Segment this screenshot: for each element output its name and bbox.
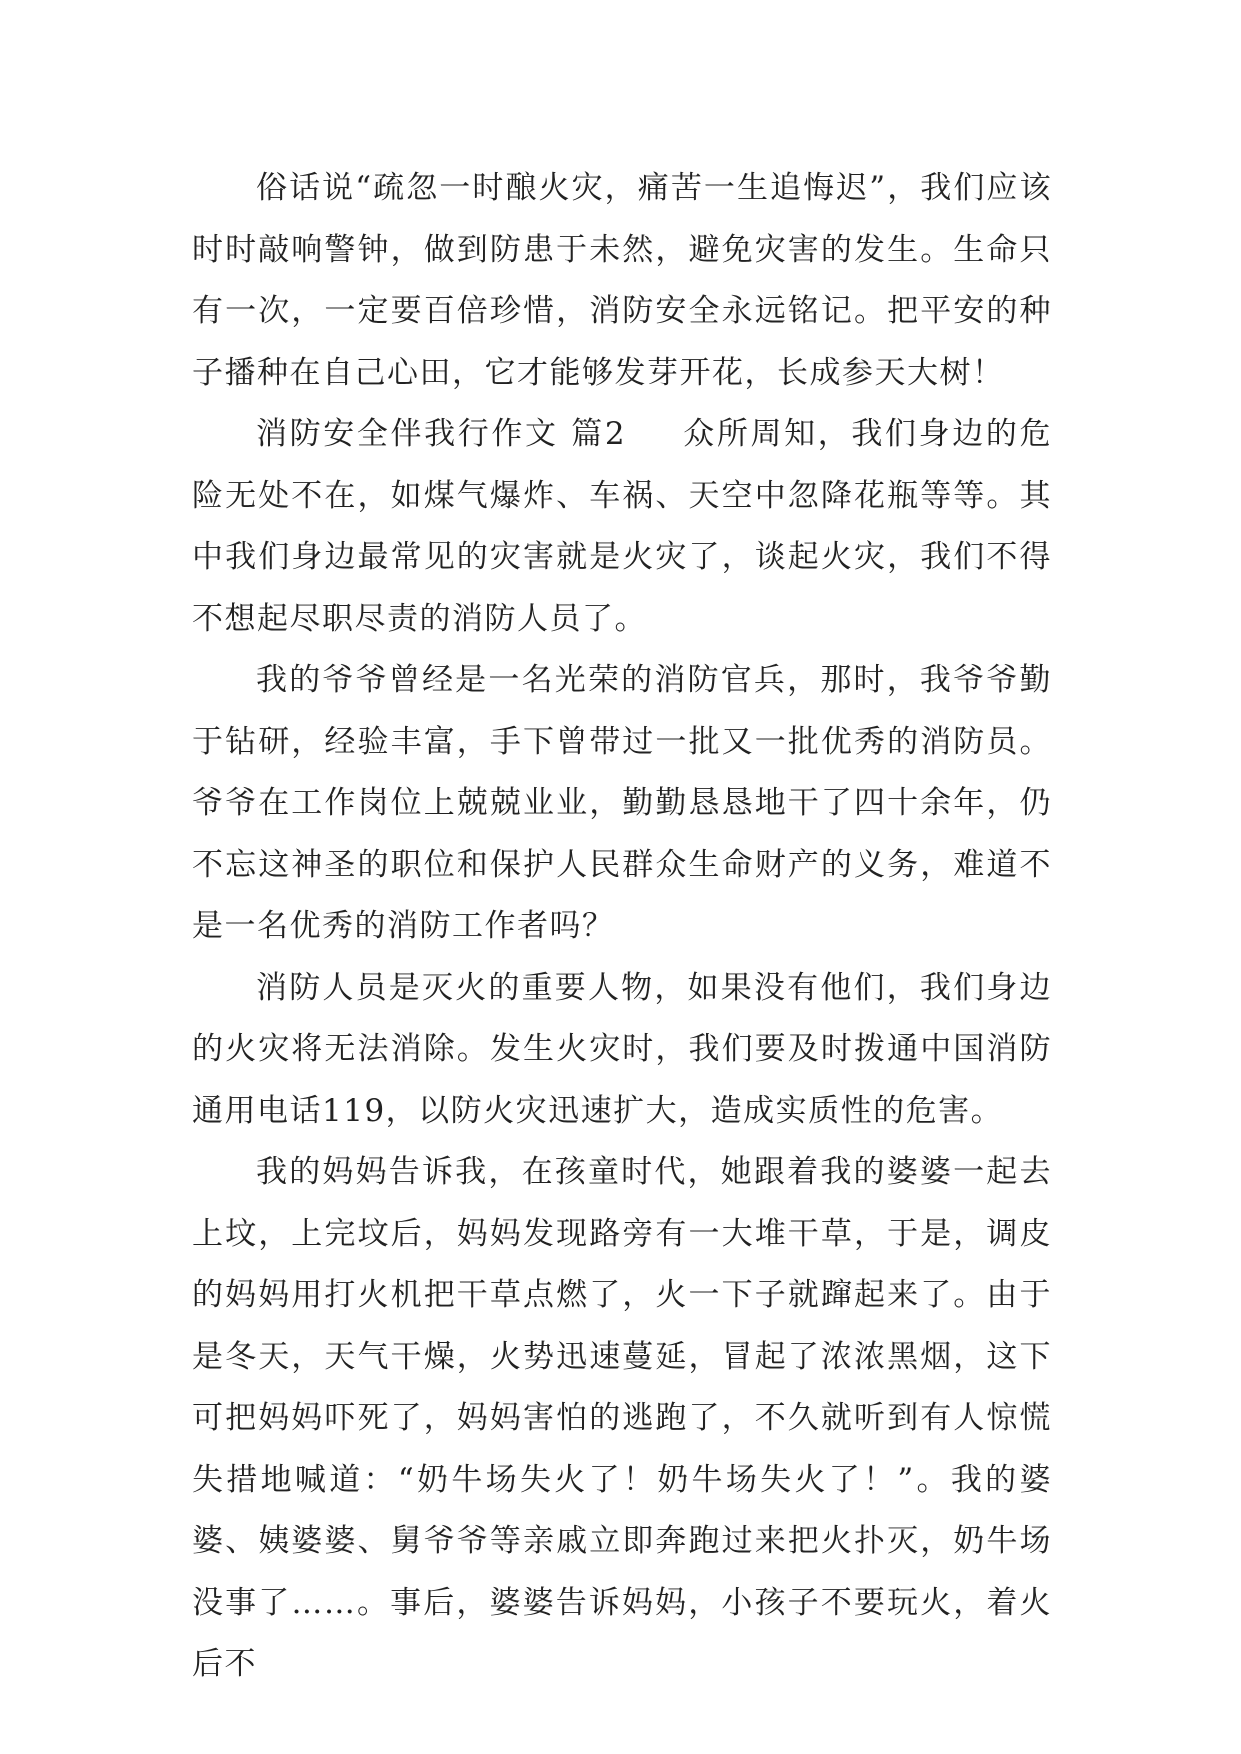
section-number: 篇2 [571,416,627,452]
section-intro-text: 众所周知，我们身边的危险无处不在，如煤气爆炸、车祸、天空中忽降花瓶等等。其中我们身边最常见的灾害就是火灾了，谈起火灾，我们不得不想起尽职尽责的消防人员了。 [192,416,1053,637]
article-body [192,158,1052,1696]
section-title: 消防安全伴我行作文 [256,416,559,452]
paragraph-section-intro [192,404,1052,650]
paragraph-mother-story: 我的妈妈告诉我，在孩童时代，她跟着我的婆婆一起去上坟，上完坟后，妈妈发现路旁有一大堆干草，于是，调皮的妈妈用打火机把干草点燃了，火一下子就蹿起来了。由于是冬天，天气干燥，火势迅速蔓延，冒起了浓浓黑烟，这下可把妈妈吓死了，妈妈害怕的逃跑了，不久就听到有人惊慌失措地喊道：“奶牛场失火了！奶牛场失火了！”。我的婆婆、姨婆婆、舅爷爷等亲戚立即奔跑过来把火扑灭，奶牛场没事了……。事后，婆婆告诉妈妈，小孩子不要玩火，着火后不 [192,1154,1052,1682]
paragraph-grandfather: 我的爷爷曾经是一名光荣的消防官兵，那时，我爷爷勤于钻研，经验丰富，手下曾带过一批又一批优秀的消防员。爷爷在工作岗位上兢兢业业，勤勤恳恳地干了四十余年，仍不忘这神圣的职位和保护人民群众生命财产的义务，难道不是一名优秀的消防工作者吗？ [192,662,1052,944]
paragraph-safety-motto: 俗话说“疏忽一时酿火灾，痛苦一生追悔迟”，我们应该时时敲响警钟，做到防患于未然，避免灾害的发生。生命只有一次，一定要百倍珍惜，消防安全永远铭记。把平安的种子播种在自己心田，它才能够发芽开花，长成参天大树！ [192,170,1052,391]
paragraph-firefighters: 消防人员是灭火的重要人物，如果没有他们，我们身边的火灾将无法消除。发生火灾时，我们要及时拨通中国消防通用电话119，以防火灾迅速扩大，造成实质性的危害。 [192,969,1052,1129]
